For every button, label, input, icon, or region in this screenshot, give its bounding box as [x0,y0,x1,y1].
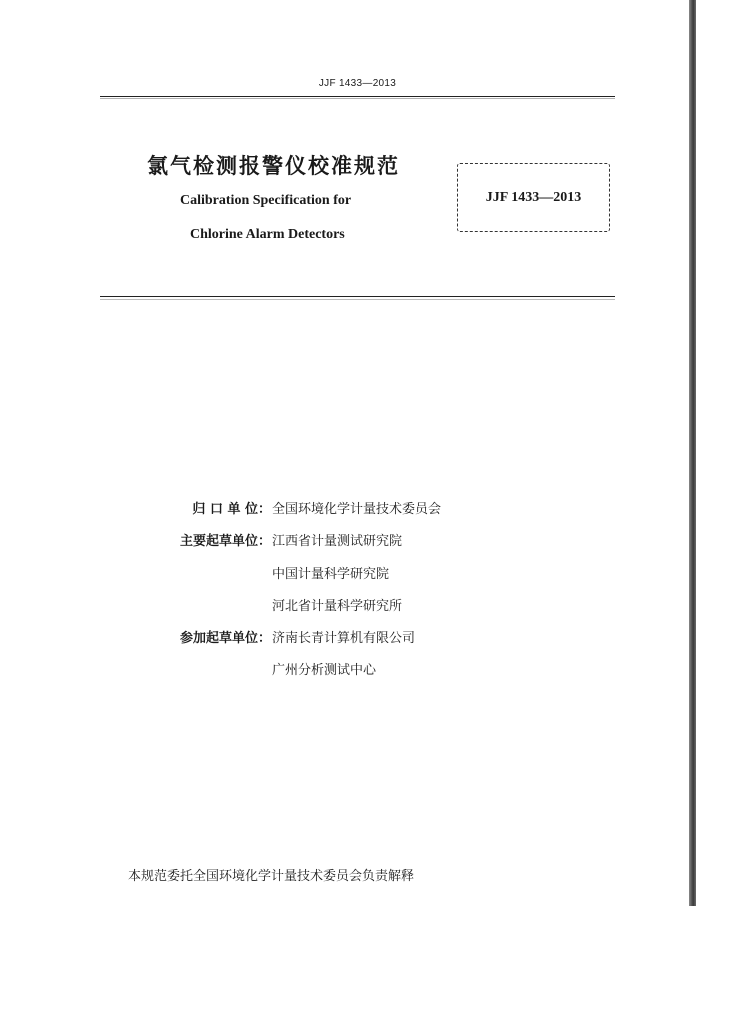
main-drafting-item: 中国计量科学研究院 [272,567,390,582]
interpretation-note: 本规范委托全国环境化学计量技术委员会负责解释 [128,869,415,884]
participating-item: 济南长青计算机有限公司 [272,631,416,646]
participating-item: 广州分析测试中心 [272,663,377,678]
responsible-org-label: 归 口 单 位： [192,502,271,517]
main-drafting-item: 江西省计量测试研究院 [272,534,403,549]
responsible-org-value: 全国环境化学计量技术委员会 [272,502,442,517]
page-edge-shadow [689,0,696,906]
title-english-line1: Calibration Specification for [180,193,352,208]
standard-code-box [457,163,610,232]
participating-label: 参加起草单位： [179,631,271,646]
main-drafting-label: 主要起草单位： [179,534,271,549]
top-divider-secondary [100,98,615,99]
top-divider [100,96,615,97]
header-standard-code: JJF 1433—2013 [318,78,397,89]
title-english-line2: Chlorine Alarm Detectors [190,227,345,242]
bottom-divider [100,296,615,297]
bottom-divider-secondary [100,299,615,300]
title-chinese: 氯气检测报警仪校准规范 [147,154,400,178]
standard-code: JJF 1433—2013 [485,189,582,205]
main-drafting-item: 河北省计量科学研究所 [272,599,403,614]
